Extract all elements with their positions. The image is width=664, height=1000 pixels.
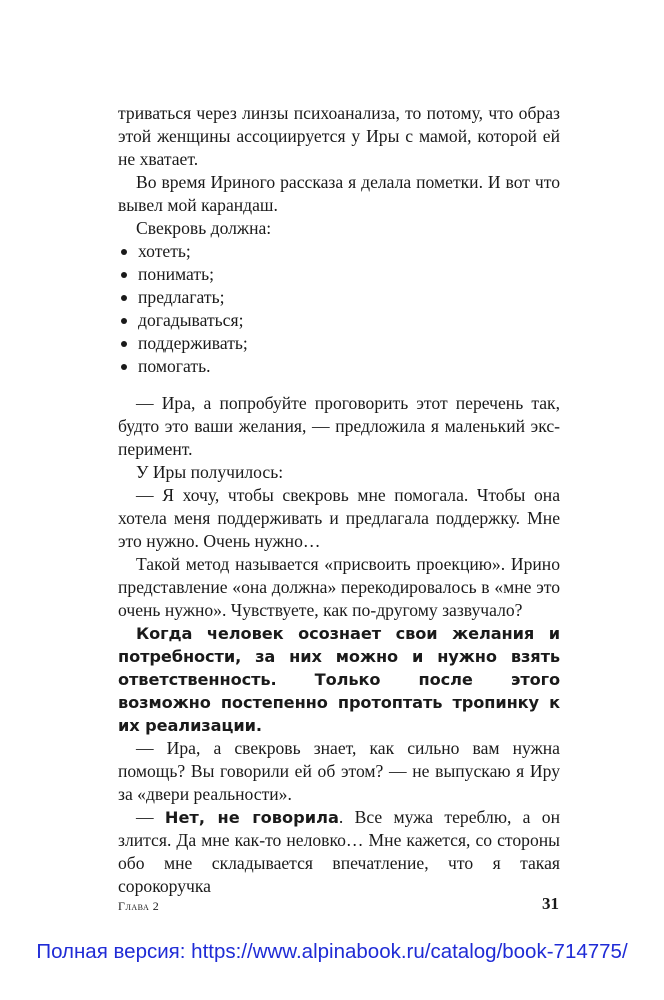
bullet-icon (121, 364, 127, 370)
list-item: догадываться; (118, 309, 560, 332)
list-item: хотеть; (118, 240, 560, 263)
paragraph: Такой метод называется «присвоить проекцию». Ирино представление «она должна» перекодировалось в «мне это очень нужно». Чувствуете, как по-другому зазвучало? (118, 554, 560, 620)
paragraph: — Я хочу, чтобы свекровь мне помогала. Чтобы она хотела меня поддерживать и предлагала поддержку. Мне это нужно. Очень нужно… (118, 485, 560, 551)
full-version-link[interactable]: Полная версия: https://www.alpinabook.ru/catalog/book-714775/ (36, 940, 628, 963)
bullet-icon (121, 341, 127, 347)
paragraph: У Иры получилось: (136, 462, 284, 482)
list-item: предлагать; (118, 286, 560, 309)
bullet-icon (121, 318, 127, 324)
bold-paragraph: Когда человек осознает свои желания и потребности, за них можно и нужно взять ответственность. Только после этого возможно постепенно протоптать тропинку к их реализации. (118, 624, 560, 735)
page-number: 31 (542, 894, 559, 913)
paragraph: — Нет, не говорила. Все мужа тереблю, а он злится. Да мне как-то неловко… Мне кажется, со стороны обо мне складывается впечатление, что я такая сорокоручка (118, 807, 560, 896)
spacer (118, 378, 560, 392)
body-text (118, 102, 560, 898)
list-item: понимать; (118, 263, 560, 286)
bold-phrase: Нет, не говорила (164, 808, 339, 827)
bullet-list (118, 240, 560, 378)
paragraph: Свекровь должна: (136, 218, 272, 238)
paragraph: — Ира, а попробуйте проговорить этот перечень так, будто это ваши желания, — предложила я маленький эксперимент. (118, 393, 560, 459)
list-item: помогать. (118, 355, 560, 378)
bullet-icon (121, 249, 127, 255)
bullet-icon (121, 272, 127, 278)
bullet-icon (121, 295, 127, 301)
chapter-label: Глава 2 (118, 899, 160, 913)
list-item: поддерживать; (118, 332, 560, 355)
paragraph: — Ира, а свекровь знает, как сильно вам нужна помощь? Вы говорили ей об этом? — не выпускаю я Иру за «двери реальности». (118, 738, 560, 804)
paragraph: триваться через линзы психоанализа, то потому, что образ этой женщины ассоциируется у Иры с мамой, которой ей не хватает. (118, 103, 560, 169)
paragraph: Во время Ириного рассказа я делала пометки. И вот что вывел мой карандаш. (118, 172, 560, 215)
